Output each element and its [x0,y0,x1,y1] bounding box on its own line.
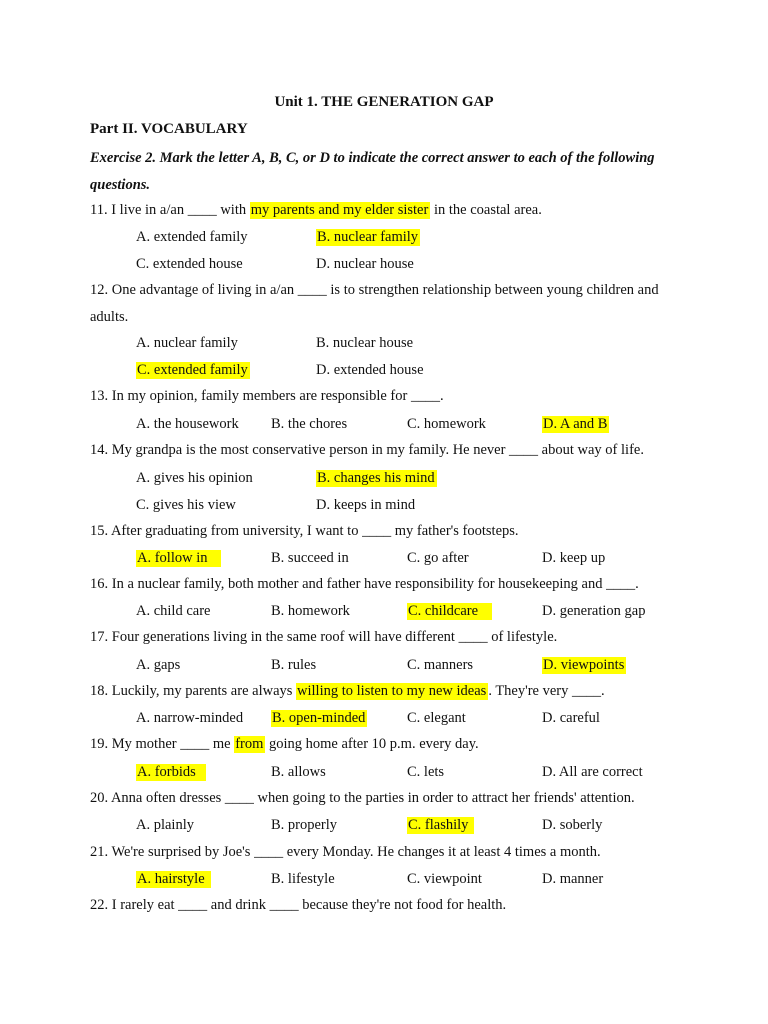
q11-option-d[interactable]: D. nuclear house [316,256,414,272]
q15-option-c[interactable]: C. go after [407,550,469,566]
question-20: 20. Anna often dresses ____ when going to the parties in order to attract her friends' attention. [90,790,635,806]
q15-option-a-answer[interactable]: A. follow in [136,550,221,567]
question-15: 15. After graduating from university, I want to ____ my father's footsteps. [90,523,519,539]
question-18 [90,678,680,705]
q20-option-b[interactable]: B. properly [271,817,338,833]
q16-option-b[interactable]: B. homework [271,603,350,619]
question-17: 17. Four generations living in the same roof will have different ____ of lifestyle. [90,629,558,645]
question-text: 11. I live in a/an ____ with [90,202,250,218]
q21-option-b[interactable]: B. lifestyle [271,871,335,887]
q20-option-c-answer[interactable]: C. flashily [407,817,474,834]
q13-option-d-answer[interactable]: D. A and B [543,416,608,432]
q14-option-c[interactable]: C. gives his view [136,497,236,513]
q12-option-b[interactable]: B. nuclear house [316,335,414,351]
q13-option-c[interactable]: C. homework [407,416,486,432]
q14-option-a[interactable]: A. gives his opinion [136,470,253,486]
highlighted-phrase: from [235,736,264,752]
highlighted-phrase: willing to listen to my new ideas [297,683,487,699]
q15-option-d[interactable]: D. keep up [542,550,606,566]
question-21: 21. We're surprised by Joe's ____ every Monday. He changes it at least 4 times a month. [90,844,601,860]
q13-option-b[interactable]: B. the chores [271,416,348,432]
q16-option-a[interactable]: A. child care [136,603,211,619]
q11-option-c[interactable]: C. extended house [136,256,243,272]
q15-option-b[interactable]: B. succeed in [271,550,349,566]
question-text: 18. Luckily, my parents are always [90,683,297,699]
q14-option-d[interactable]: D. keeps in mind [316,497,416,513]
q19-option-c[interactable]: C. lets [407,764,445,780]
q17-option-a[interactable]: A. gaps [136,657,181,673]
q11-option-b-answer[interactable]: B. nuclear family [317,229,419,245]
section-heading: Part II. VOCABULARY [90,121,248,137]
q18-option-d[interactable]: D. careful [542,710,600,726]
question-13: 13. In my opinion, family members are responsible for ____. [90,388,444,404]
q12-option-a[interactable]: A. nuclear family [136,335,238,351]
question-11 [90,197,680,224]
q21-option-a-answer[interactable]: A. hairstyle [136,871,211,888]
exercise-instructions: Exercise 2. Mark the letter A, B, C, or D to indicate the correct answer to each of the following questions. [90,150,655,193]
q17-option-d-answer[interactable]: D. viewpoints [543,657,625,673]
q19-option-d[interactable]: D. All are correct [542,764,643,780]
q18-option-c[interactable]: C. elegant [407,710,466,726]
question-text: 19. My mother ____ me [90,736,235,752]
q20-option-a[interactable]: A. plainly [136,817,194,833]
question-16: 16. In a nuclear family, both mother and father have responsibility for housekeeping and ____. [90,576,639,592]
question-text: going home after 10 p.m. every day. [265,736,479,752]
q17-option-c[interactable]: C. manners [407,657,474,673]
q21-option-d[interactable]: D. manner [542,871,604,887]
q11-option-a[interactable]: A. extended family [136,229,248,245]
question-14: 14. My grandpa is the most conservative person in my family. He never ____ about way of life. [90,442,644,458]
q17-option-b[interactable]: B. rules [271,657,317,673]
q16-option-c-answer[interactable]: C. childcare [407,603,492,620]
q19-option-b[interactable]: B. allows [271,764,326,780]
q20-option-d[interactable]: D. soberly [542,817,603,833]
q14-option-b-answer[interactable]: B. changes his mind [317,470,435,486]
q12-option-d[interactable]: D. extended house [316,362,424,378]
page-title: Unit 1. THE GENERATION GAP [274,94,494,110]
question-text: in the coastal area. [430,202,542,218]
question-19 [90,731,680,758]
question-22: 22. I rarely eat ____ and drink ____ because they're not food for health. [90,897,507,913]
q18-option-a[interactable]: A. narrow-minded [136,710,244,726]
question-text: . They're very ____. [488,683,605,699]
question-12: 12. One advantage of living in a/an ____ is to strengthen relationship between young children and adults. [90,282,659,325]
highlighted-phrase: my parents and my elder sister [250,202,429,218]
q13-option-a[interactable]: A. the housework [136,416,239,432]
q16-option-d[interactable]: D. generation gap [542,603,646,619]
q18-option-b-answer[interactable]: B. open-minded [272,710,366,726]
q19-option-a-answer[interactable]: A. forbids [136,764,206,781]
q21-option-c[interactable]: C. viewpoint [407,871,482,887]
q12-option-c-answer[interactable]: C. extended family [137,362,248,378]
